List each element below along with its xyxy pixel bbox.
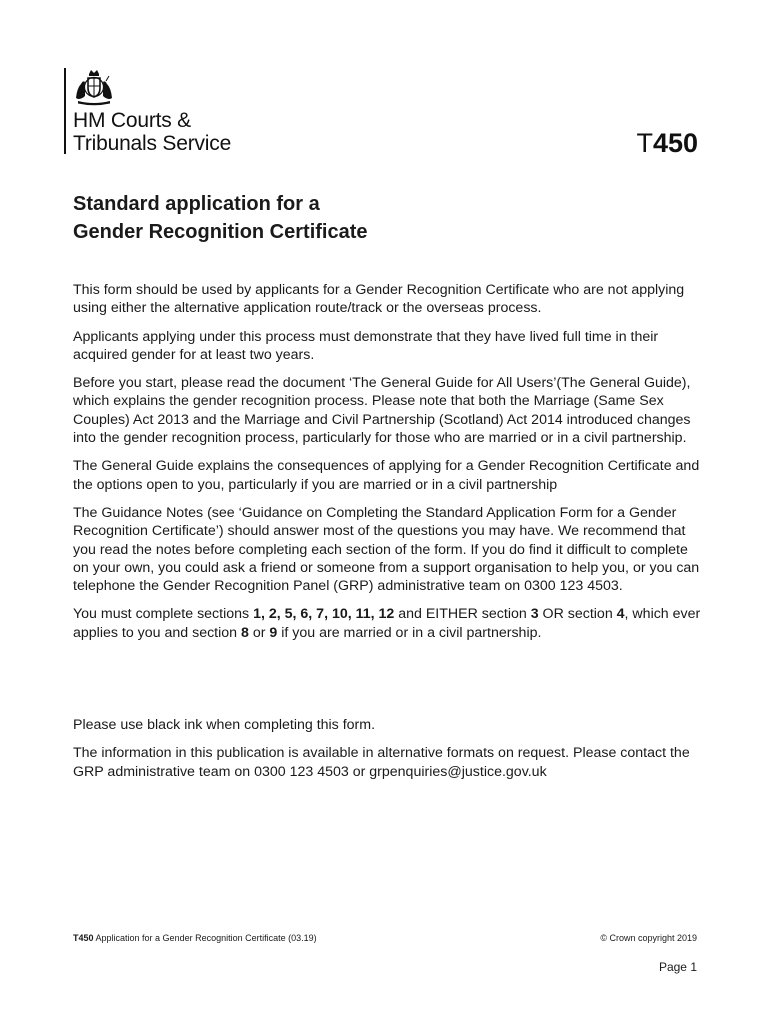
sections-text-2: and EITHER section — [394, 606, 531, 623]
page-title — [73, 190, 368, 246]
paragraph-alternative-formats: The information in this publication is available in alternative formats on request. Please contact the GRP administrative team on 0300 123 4503 or grpenquiries@justice.gov.uk — [73, 745, 690, 780]
footer-form-code: T450 — [73, 933, 94, 943]
paragraph-two-years: Applicants applying under this process must demonstrate that they have lived full time in their acquired gender for at least two years. — [73, 328, 659, 363]
title-line2: Gender Recognition Certificate — [73, 221, 368, 243]
sections-text-1: You must complete sections — [73, 606, 254, 623]
section-8: 8 — [241, 624, 249, 641]
royal-coat-of-arms-icon — [72, 68, 116, 106]
paragraph-black-ink: Please use black ink when completing this form. — [73, 717, 376, 733]
paragraph-consequences: The General Guide explains the consequences of applying for a Gender Recognition Certificate and the options open to you, particularly if you are married or in a civil partnership — [73, 458, 700, 493]
instructions-text — [73, 716, 703, 791]
sections-text-6: if you are married or in a civil partnership. — [277, 624, 542, 641]
paragraph-guidance-notes: The Guidance Notes (see ‘Guidance on Completing the Standard Application Form for a Gender Recognition Certificate’) should answer most of the questions you may have. We recommend that you read the notes before completing each section of the form. If you do find it difficult to complete on your own, you could ask a friend or someone from a support organisation to help you, or you can telephone the Gender Recognition Panel (GRP) administrative team on 0300 123 4503. — [73, 504, 700, 595]
sections-text-5: or — [248, 624, 270, 641]
form-code-number: 450 — [652, 128, 698, 158]
page-number: Page 1 — [658, 960, 697, 974]
org-name-line2: Tribunals Service — [73, 132, 232, 155]
sections-text-4: , which ever applies to you and section — [73, 606, 701, 641]
paragraph-form-usage: This form should be used by applicants for a Gender Recognition Certificate who are not applying using either the alternative application route/track or the overseas process. — [73, 282, 685, 317]
org-name-line1: HM Courts & — [73, 109, 191, 132]
section-9: 9 — [269, 624, 278, 641]
footer-form-title — [73, 933, 317, 943]
form-code-prefix: T — [636, 128, 653, 158]
section-3: 3 — [530, 606, 539, 623]
intro-text — [73, 281, 703, 652]
footer-form-description: Application for a Gender Recognition Certificate (03.19) — [93, 933, 317, 943]
sections-text-3: OR section — [538, 606, 617, 623]
paragraph-sections-required — [73, 605, 703, 642]
form-code — [636, 128, 698, 158]
footer-copyright: © Crown copyright 2019 — [600, 933, 697, 943]
paragraph-general-guide: Before you start, please read the document ‘The General Guide for All Users’(The General Guide), which explains the gender recognition process. Please note that both the Marriage (Same Sex Couples) Act 2013 and the Marriage and Civil Partnership (Scotland) Act 2014 introduced changes into the gender recognition process, particularly for those who are married or in a civil partnership. — [73, 375, 691, 447]
section-4: 4 — [616, 606, 625, 623]
logo-divider — [64, 68, 66, 154]
sections-required-list: 1, 2, 5, 6, 7, 10, 11, 12 — [253, 606, 395, 623]
title-line1: Standard application for a — [73, 193, 320, 215]
